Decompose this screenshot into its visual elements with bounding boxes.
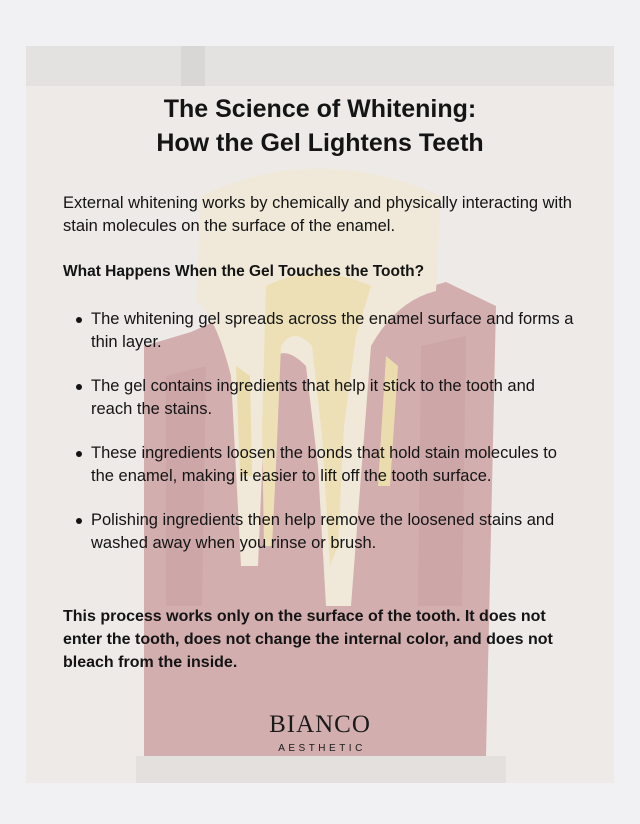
title-line-1: The Science of Whitening:	[163, 95, 477, 123]
title-line-2: How the Gel Lightens Teeth	[156, 129, 484, 157]
page-title	[26, 92, 614, 160]
content	[26, 46, 614, 783]
section-subheading: What Happens When the Gel Touches the Tooth?	[63, 263, 425, 280]
closing-statement: This process works only on the surface of the tooth. It does not enter the tooth, does not change the internal color, and does not bleach from the inside.	[63, 608, 553, 671]
brand-name: BIANCO	[269, 711, 371, 738]
bullet-item: Polishing ingredients then help remove the loosened stains and washed away when you rinse or brush.	[63, 509, 578, 555]
bullet-item: The gel contains ingredients that help it stick to the tooth and reach the stains.	[63, 375, 578, 421]
bullet-item: The whitening gel spreads across the enamel surface and forms a thin layer.	[63, 308, 578, 354]
process-bullet-list	[63, 308, 578, 576]
bullet-item: These ingredients loosen the bonds that hold stain molecules to the enamel, making it easier to lift off the tooth surface.	[63, 442, 578, 488]
intro-paragraph: External whitening works by chemically and physically interacting with stain molecules on the surface of the enamel.	[63, 194, 572, 235]
brand-logo	[26, 711, 614, 754]
brand-tagline: AESTHETIC	[278, 743, 366, 754]
infographic-card	[26, 46, 614, 783]
